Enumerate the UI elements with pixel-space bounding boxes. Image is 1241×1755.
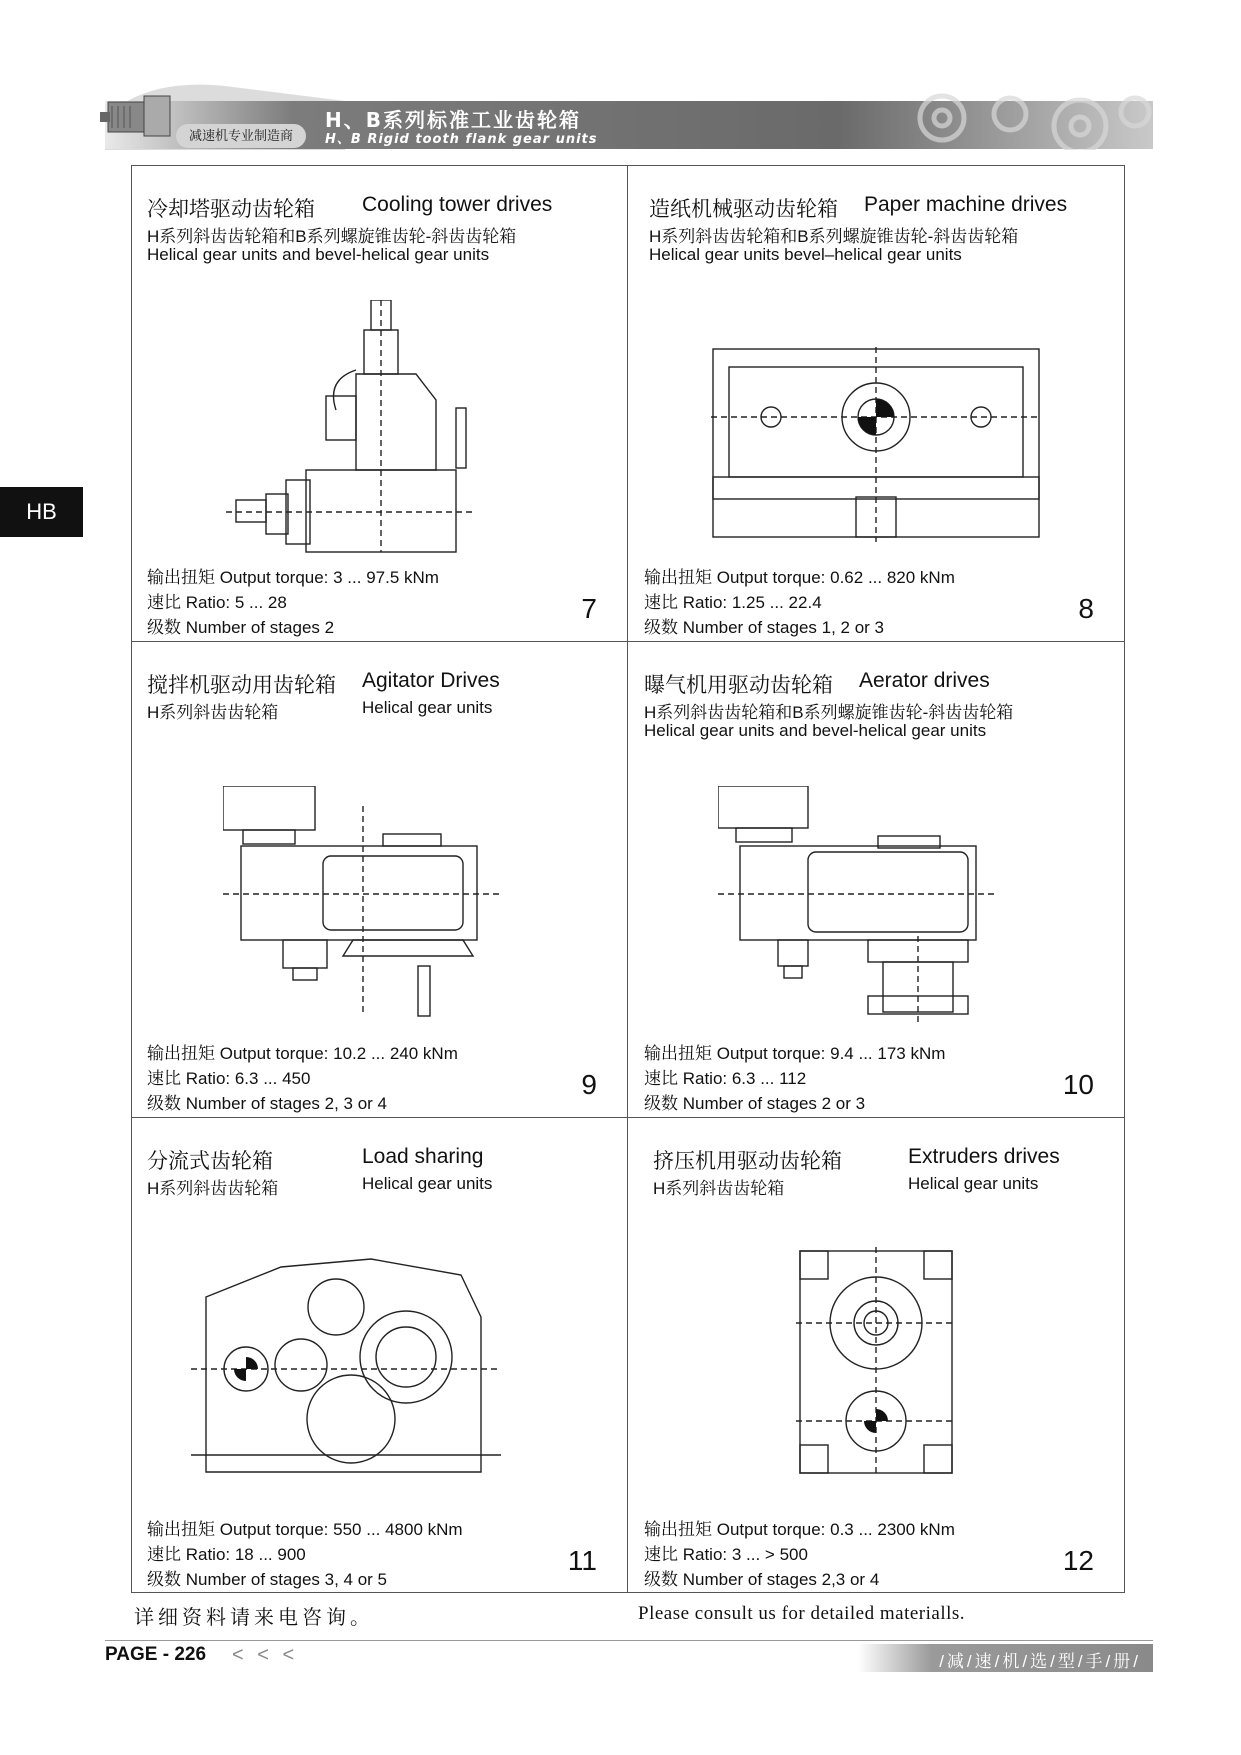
cell-subtitle-cn: H系列斜齿齿轮箱和B系列螺旋锥齿轮-斜齿齿轮箱 [649, 227, 1019, 246]
agitator-gearbox-drawing [223, 786, 503, 1026]
cell-title-cn: 造纸机械驱动齿轮箱 [649, 198, 838, 221]
spec-ratio: 速比 Ratio: 5 ... 28 [147, 593, 287, 612]
cooling-tower-gearbox-drawing [206, 300, 506, 560]
cell-title-en: Agitator Drives [362, 669, 500, 692]
prev-arrows-icon[interactable]: < < < [232, 1644, 299, 1666]
spec-stages: 级数 Number of stages 1, 2 or 3 [644, 618, 884, 637]
spec-torque: 输出扭矩 Output torque: 3 ... 97.5 kNm [147, 568, 439, 587]
cell-number: 9 [581, 1069, 597, 1100]
cell-title-cn: 搅拌机驱动用齿轮箱 [147, 674, 336, 697]
cell-title-cn: 分流式齿轮箱 [147, 1150, 273, 1173]
cell-number: 10 [1062, 1069, 1094, 1100]
cell-subtitle-en: Helical gear units [362, 698, 493, 717]
gears-decoration-icon [890, 92, 1152, 150]
cell-title-cn: 曝气机用驱动齿轮箱 [644, 674, 833, 697]
spec-stages: 级数 Number of stages 2 or 3 [644, 1094, 866, 1113]
cell-subtitle-cn: H系列斜齿齿轮箱 [147, 703, 279, 722]
header-title-cn: H、B系列标准工业齿轮箱 [325, 108, 581, 132]
footer-note-en: Please consult us for detailed materialls. [638, 1603, 966, 1624]
product-cell-agitator[interactable] [131, 641, 627, 1117]
cell-subtitle-cn: H系列斜齿齿轮箱和B系列螺旋锥齿轮-斜齿齿轮箱 [147, 227, 517, 246]
manual-title: /减/速/机/选/型/手/册/ [939, 1652, 1141, 1671]
cell-title-en: Paper machine drives [864, 193, 1068, 216]
cell-subtitle-en: Helical gear units [908, 1174, 1039, 1193]
cell-subtitle-en: Helical gear units [362, 1174, 493, 1193]
paper-machine-gearbox-drawing [711, 347, 1041, 542]
cell-title-en: Load sharing [362, 1145, 484, 1168]
spec-ratio: 速比 Ratio: 6.3 ... 450 [147, 1069, 311, 1088]
load-sharing-gearbox-drawing [191, 1257, 501, 1477]
spec-torque: 输出扭矩 Output torque: 0.3 ... 2300 kNm [644, 1520, 955, 1539]
cell-subtitle-en: Helical gear units and bevel-helical gear units [147, 245, 490, 264]
footer-note-cn: 详细资料请来电咨询。 [134, 1605, 374, 1629]
spec-ratio: 速比 Ratio: 6.3 ... 112 [644, 1069, 807, 1088]
page-number: PAGE - 226 [105, 1644, 207, 1665]
spec-ratio: 速比 Ratio: 1.25 ... 22.4 [644, 593, 822, 612]
cell-subtitle-cn: H系列斜齿齿轮箱 [653, 1179, 785, 1198]
cell-subtitle-en: Helical gear units bevel–helical gear units [649, 245, 962, 264]
footer-divider [105, 1640, 1153, 1641]
product-cell-aerator[interactable] [628, 641, 1124, 1117]
gear-motor-icon [100, 82, 178, 144]
cell-title-en: Aerator drives [859, 669, 990, 692]
cell-number: 7 [581, 593, 597, 624]
spec-torque: 输出扭矩 Output torque: 550 ... 4800 kNm [147, 1520, 463, 1539]
cell-number: 8 [1078, 593, 1094, 624]
extruder-gearbox-drawing [796, 1247, 956, 1477]
manual-title-bar [858, 1644, 1153, 1672]
spec-ratio: 速比 Ratio: 3 ... > 500 [644, 1545, 808, 1564]
spec-stages: 级数 Number of stages 3, 4 or 5 [147, 1570, 387, 1589]
spec-torque: 输出扭矩 Output torque: 10.2 ... 240 kNm [147, 1044, 458, 1063]
product-cell-cooling-tower[interactable] [131, 165, 627, 641]
cell-subtitle-cn: H系列斜齿齿轮箱 [147, 1179, 279, 1198]
cell-subtitle-en: Helical gear units and bevel-helical gear units [644, 721, 987, 740]
company-tag: 减速机专业制造商 [176, 124, 306, 148]
cell-title-en: Cooling tower drives [362, 193, 553, 216]
cell-title-en: Extruders drives [908, 1145, 1060, 1168]
spec-torque: 输出扭矩 Output torque: 9.4 ... 173 kNm [644, 1044, 946, 1063]
cell-number: 11 [567, 1545, 597, 1576]
cell-title-cn: 冷却塔驱动齿轮箱 [147, 198, 315, 221]
cell-subtitle-cn: H系列斜齿齿轮箱和B系列螺旋锥齿轮-斜齿齿轮箱 [644, 703, 1014, 722]
aerator-gearbox-drawing [718, 786, 998, 1026]
cell-number: 12 [1062, 1545, 1094, 1576]
spec-stages: 级数 Number of stages 2, 3 or 4 [147, 1094, 387, 1113]
section-tab-hb[interactable]: HB [0, 487, 83, 537]
spec-stages: 级数 Number of stages 2,3 or 4 [644, 1570, 880, 1589]
product-cell-paper-machine[interactable] [628, 165, 1124, 641]
spec-stages: 级数 Number of stages 2 [147, 618, 335, 637]
product-cell-load-sharing[interactable] [131, 1117, 627, 1593]
cell-title-cn: 挤压机用驱动齿轮箱 [653, 1150, 842, 1173]
header-title-en: H、B Rigid tooth flank gear units [325, 132, 598, 147]
spec-torque: 输出扭矩 Output torque: 0.62 ... 820 kNm [644, 568, 955, 587]
product-cell-extruder[interactable] [628, 1117, 1124, 1593]
spec-ratio: 速比 Ratio: 18 ... 900 [147, 1545, 306, 1564]
